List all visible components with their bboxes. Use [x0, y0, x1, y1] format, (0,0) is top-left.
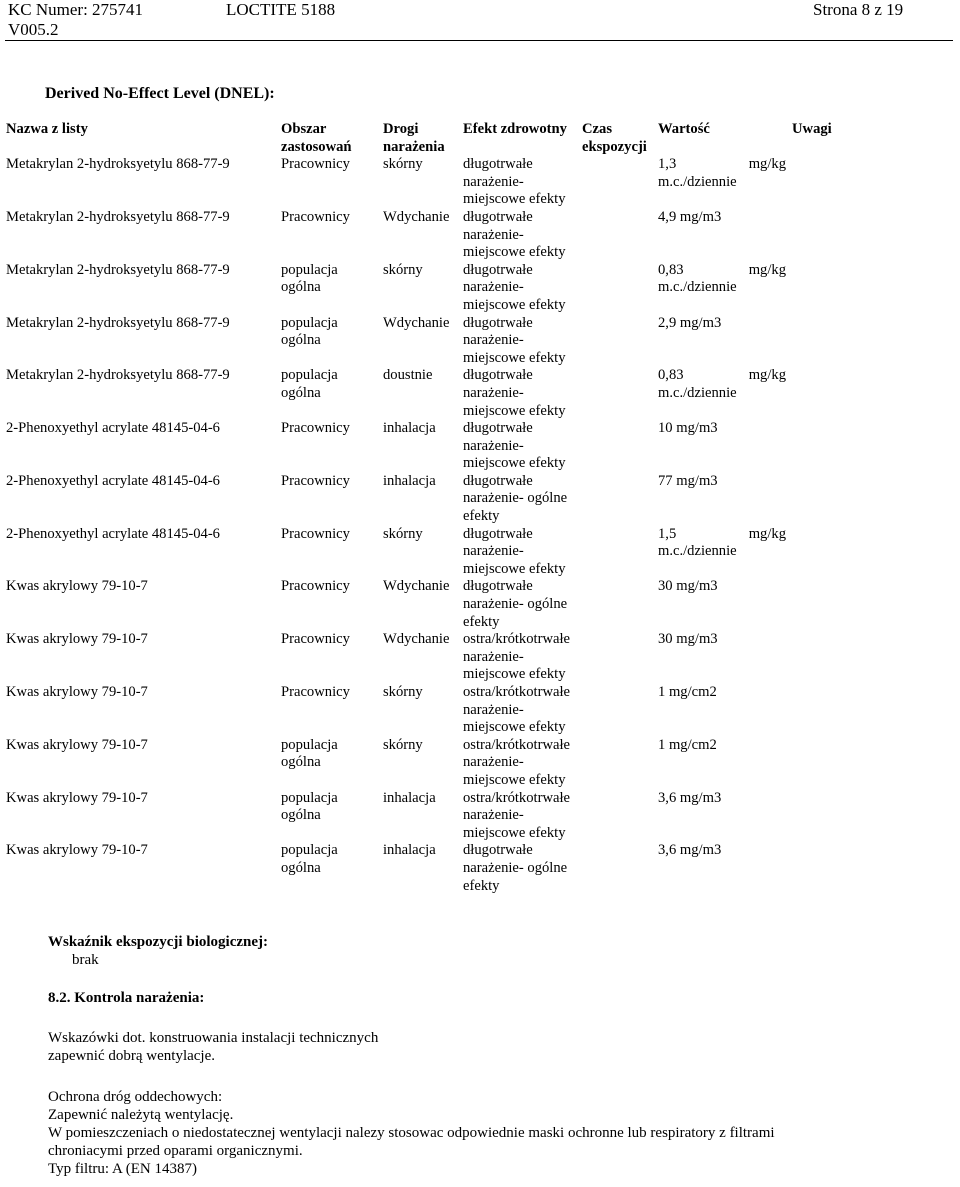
cell-route: skórny — [383, 261, 423, 278]
cell-effect: ostra/krótkotrwałe narażenie- miejscowe efekty — [463, 789, 570, 841]
cell-remarks — [789, 737, 957, 790]
cell-exposure-time — [579, 684, 655, 737]
table-row — [3, 156, 957, 209]
cell-effect: ostra/krótkotrwałe narażenie- miejscowe efekty — [463, 631, 570, 683]
cell-remarks — [789, 631, 957, 684]
cell-route: skórny — [383, 156, 423, 173]
cell-value: 30 mg/m3 — [658, 578, 718, 595]
product-name: LOCTITE 5188 — [226, 0, 336, 19]
table-row — [3, 420, 957, 473]
text-line: Zapewnić należytą wentylację. — [48, 1107, 234, 1123]
header-value: Wartość — [658, 121, 710, 137]
text-line: Ochrona dróg oddechowych: — [48, 1089, 223, 1105]
cell-area: Pracownicy — [281, 156, 350, 173]
cell-substance-name: Kwas akrylowy 79-10-7 — [6, 631, 148, 648]
cell-value: 0,83 mg/kg m.c./dziennie — [658, 367, 786, 401]
cell-area: populacja ogólna — [281, 736, 338, 771]
cell-effect: długotrwałe narażenie- miejscowe efekty — [463, 314, 566, 366]
cell-value: 4,9 mg/m3 — [658, 208, 722, 225]
cell-substance-name: Kwas akrylowy 79-10-7 — [6, 578, 148, 595]
table-row — [3, 262, 957, 315]
cell-effect: ostra/krótkotrwałe narażenie- miejscowe efekty — [463, 684, 570, 736]
cell-substance-name: 2-Phenoxyethyl acrylate 48145-04-6 — [6, 472, 220, 489]
cell-remarks — [789, 790, 957, 843]
cell-area: populacja ogólna — [281, 314, 338, 349]
cell-effect: długotrwałe narażenie- miejscowe efekty — [463, 420, 566, 472]
cell-value: 1,3 mg/kg m.c./dziennie — [658, 156, 786, 190]
cell-exposure-time — [579, 209, 655, 262]
cell-remarks — [789, 209, 957, 262]
cell-value: 1,5 mg/kg m.c./dziennie — [658, 525, 786, 560]
cell-exposure-time — [579, 473, 655, 526]
table-row — [3, 315, 957, 368]
table-row — [3, 473, 957, 526]
cell-area: Pracownicy — [281, 631, 350, 648]
cell-remarks — [789, 473, 957, 526]
table-row — [3, 526, 957, 579]
cell-effect: długotrwałe narażenie- ogólne efekty — [463, 842, 568, 894]
cell-value: 1 mg/cm2 — [658, 736, 717, 753]
header-name: Nazwa z listy — [6, 121, 88, 137]
table-body — [3, 156, 957, 895]
cell-substance-name: 2-Phenoxyethyl acrylate 48145-04-6 — [6, 525, 220, 542]
page-header — [5, 0, 953, 40]
kontrola-title: 8.2. Kontrola narażenia: — [48, 990, 205, 1006]
cell-area: Pracownicy — [281, 420, 350, 437]
cell-substance-name: Kwas akrylowy 79-10-7 — [6, 736, 148, 753]
cell-exposure-time — [579, 631, 655, 684]
text-line: Wskazówki dot. konstruowania instalacji technicznych — [48, 1030, 379, 1046]
cell-effect: długotrwałe narażenie- ogólne efekty — [463, 578, 568, 630]
text-line: chroniacymi przed oparami organicznymi. — [48, 1143, 303, 1159]
cell-substance-name: Kwas akrylowy 79-10-7 — [6, 684, 148, 700]
table-row — [3, 631, 957, 684]
cell-effect: długotrwałe narażenie- miejscowe efekty — [463, 261, 566, 313]
table-row — [3, 737, 957, 790]
cell-route: inhalacja — [383, 842, 436, 859]
cell-area: Pracownicy — [281, 472, 350, 489]
cell-route: skórny — [383, 736, 423, 753]
bio-title: Wskaźnik ekspozycji biologicznej: — [48, 934, 268, 950]
cell-exposure-time — [579, 790, 655, 843]
cell-route: inhalacja — [383, 420, 436, 437]
cell-remarks — [789, 156, 957, 209]
cell-remarks — [789, 842, 957, 895]
cell-remarks — [789, 262, 957, 315]
cell-route: Wdychanie — [383, 314, 450, 331]
cell-exposure-time — [579, 526, 655, 579]
dnel-table — [3, 121, 957, 895]
kontrola-paragraph-1 — [48, 1029, 928, 1065]
cell-exposure-time — [579, 367, 655, 420]
cell-substance-name: 2-Phenoxyethyl acrylate 48145-04-6 — [6, 420, 220, 437]
cell-remarks — [789, 315, 957, 368]
text-line: zapewnić dobrą wentylacje. — [48, 1048, 215, 1064]
cell-remarks — [789, 526, 957, 579]
cell-effect: długotrwałe narażenie- miejscowe efekty — [463, 525, 566, 577]
cell-remarks — [789, 420, 957, 473]
table-row — [3, 684, 957, 737]
cell-value: 10 mg/m3 — [658, 420, 718, 437]
cell-effect: długotrwałe narażenie- ogólne efekty — [463, 472, 568, 525]
cell-area: populacja ogólna — [281, 261, 338, 296]
cell-exposure-time — [579, 420, 655, 473]
cell-value: 3,6 mg/m3 — [658, 842, 722, 859]
cell-area: Pracownicy — [281, 208, 350, 225]
cell-effect: długotrwałe narażenie- miejscowe efekty — [463, 156, 566, 208]
cell-route: Wdychanie — [383, 578, 450, 595]
cell-substance-name: Metakrylan 2-hydroksyetylu 868-77-9 — [6, 367, 230, 384]
cell-exposure-time — [579, 262, 655, 315]
cell-route: skórny — [383, 684, 423, 700]
cell-substance-name: Kwas akrylowy 79-10-7 — [6, 789, 148, 806]
text-line: W pomieszczeniach o niedostatecznej wentylacji nalezy stosowac odpowiednie maski ochronne lub respiratory z filtrami — [48, 1125, 775, 1141]
cell-area: populacja ogólna — [281, 842, 338, 876]
cell-substance-name: Metakrylan 2-hydroksyetylu 868-77-9 — [6, 314, 230, 331]
cell-exposure-time — [579, 578, 655, 631]
cell-value: 2,9 mg/m3 — [658, 314, 722, 331]
header-remarks: Uwagi — [792, 121, 832, 137]
cell-substance-name: Metakrylan 2-hydroksyetylu 868-77-9 — [6, 261, 230, 278]
cell-remarks — [789, 684, 957, 737]
table-row — [3, 209, 957, 262]
text-line: Typ filtru: A (EN 14387) — [48, 1161, 197, 1177]
header-area: Obszar zastosowań — [281, 121, 352, 155]
cell-value: 77 mg/m3 — [658, 472, 718, 489]
kc-number: KC Numer: 275741 — [8, 0, 144, 19]
cell-substance-name: Kwas akrylowy 79-10-7 — [6, 842, 148, 859]
cell-area: populacja ogólna — [281, 789, 338, 824]
section-title: Derived No-Effect Level (DNEL): — [45, 85, 275, 102]
table-header-row — [3, 121, 957, 156]
cell-route: doustnie — [383, 367, 433, 384]
page-number: Strona 8 z 19 — [813, 0, 904, 19]
cell-route: Wdychanie — [383, 631, 450, 648]
cell-value: 1 mg/cm2 — [658, 684, 717, 700]
cell-exposure-time — [579, 315, 655, 368]
header-divider — [5, 40, 953, 41]
cell-route: inhalacja — [383, 472, 436, 489]
cell-area: populacja ogólna — [281, 367, 338, 401]
cell-value: 0,83 mg/kg m.c./dziennie — [658, 261, 786, 296]
cell-exposure-time — [579, 156, 655, 209]
cell-route: inhalacja — [383, 789, 436, 806]
cell-effect: długotrwałe narażenie- miejscowe efekty — [463, 208, 566, 261]
cell-substance-name: Metakrylan 2-hydroksyetylu 868-77-9 — [6, 156, 230, 173]
cell-remarks — [789, 578, 957, 631]
cell-effect: ostra/krótkotrwałe narażenie- miejscowe efekty — [463, 736, 570, 788]
cell-value: 3,6 mg/m3 — [658, 789, 722, 806]
cell-effect: długotrwałe narażenie- miejscowe efekty — [463, 367, 566, 419]
table-row — [3, 790, 957, 843]
kontrola-paragraph-2 — [48, 1088, 928, 1178]
table-row — [3, 367, 957, 420]
cell-area: Pracownicy — [281, 684, 350, 700]
table-row — [3, 842, 957, 895]
bio-value: brak — [72, 952, 99, 968]
cell-value: 30 mg/m3 — [658, 631, 718, 648]
version: V005.2 — [8, 20, 59, 39]
cell-route: skórny — [383, 525, 423, 542]
cell-substance-name: Metakrylan 2-hydroksyetylu 868-77-9 — [6, 208, 230, 225]
cell-remarks — [789, 367, 957, 420]
header-route: Drogi narażenia — [383, 121, 445, 155]
header-time: Czas ekspozycji — [582, 121, 647, 155]
cell-area: Pracownicy — [281, 525, 350, 542]
cell-exposure-time — [579, 737, 655, 790]
cell-area: Pracownicy — [281, 578, 350, 595]
header-effect: Efekt zdrowotny — [463, 121, 567, 137]
cell-exposure-time — [579, 842, 655, 895]
cell-route: Wdychanie — [383, 208, 450, 225]
table-row — [3, 578, 957, 631]
